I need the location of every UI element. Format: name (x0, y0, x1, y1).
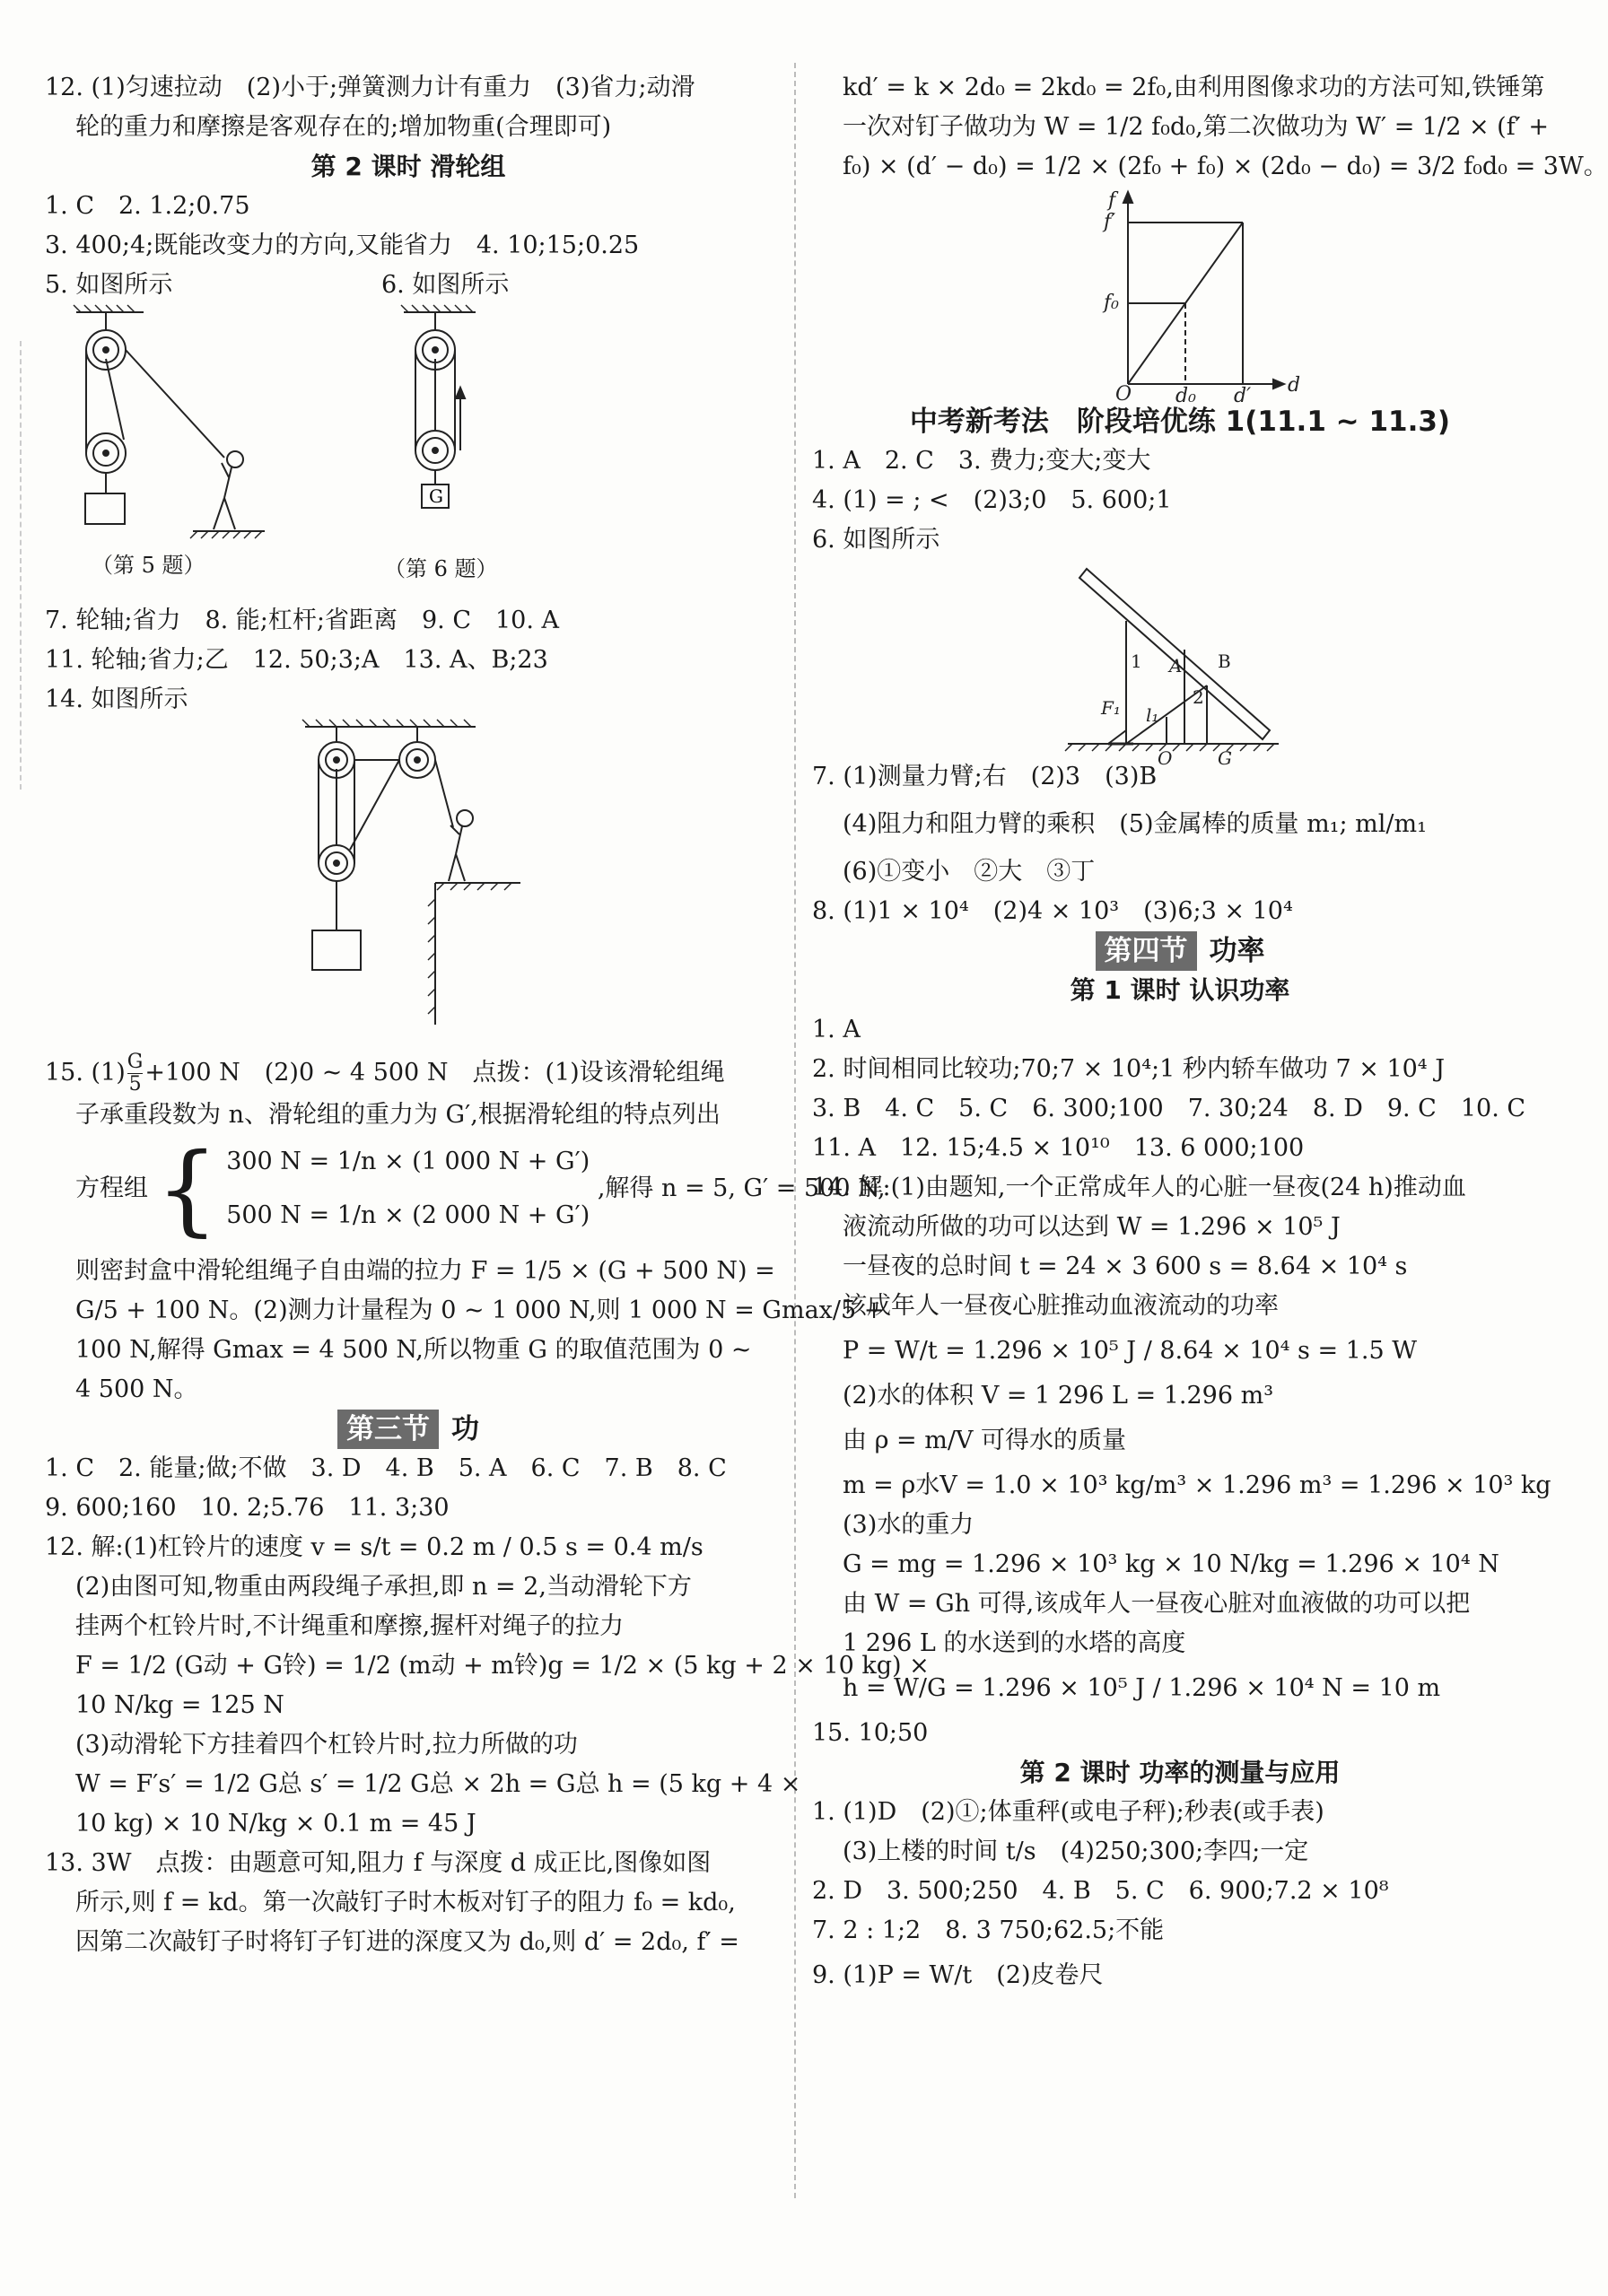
answer-13-cont-l2: 一次对钉子做功为 W = 1/2 f₀d₀,第二次做功为 W′ = 1/2 × (f′ + (843, 113, 1550, 141)
graph-d0: d₀ (1175, 385, 1196, 407)
graph-origin: O (1115, 383, 1132, 406)
power-answer-14-l7: 由 ρ = m/V 可得水的质量 (843, 1427, 1127, 1454)
power-answer-14-l3: 一昼夜的总时间 t = 24 × 3 600 s = 8.64 × 10⁴ s (843, 1253, 1408, 1280)
power-answer-14-l4: 该成年人一昼夜心脏推动血液流动的功率 (843, 1292, 1279, 1320)
section-3-heading: 第三节 功 (45, 1410, 772, 1449)
lesson-title-power: 第 1 课时 认识功率 (1070, 975, 1290, 1005)
measure-answers-2-6: 2. D 3. 500;250 4. B 5. C 6. 900;7.2 × 10⁸ (812, 1877, 1389, 1905)
answer-13-cont-l3: f₀) × (d′ − d₀) = 1/2 × (2f₀ + f₀) × (2d₀ − d₀) = 3/2 f₀d₀ = 3W。 (843, 153, 1608, 180)
graph-f-prime: f′ (1104, 211, 1116, 233)
answer-sec3-13-l2: 所示,则 f = kd。第一次敲钉子时木板对钉子的阻力 f₀ = kd₀, (75, 1889, 736, 1916)
answers-sec3-1-8: 1. C 2. 能量;做;不做 3. D 4. B 5. A 6. C 7. B 8. C (45, 1454, 727, 1482)
lever-label-a: A (1169, 655, 1183, 677)
answer-15-system: 方程组 { 300 N = 1/n × (1 000 N + G′) 500 N = 1/n × (2 000 N + G′) ,解得 n = 5, G′ = 500 N, (75, 1131, 886, 1246)
lever-label-2: 2 (1193, 686, 1204, 708)
answers-5-6 (45, 266, 772, 305)
power-answer-14-l11: 由 W = Gh 可得,该成年人一昼夜心脏对血液做的功可以把 (843, 1590, 1471, 1618)
answers-11-13: 11. 轮轴;省力;乙 12. 50;3;A 13. A、B;23 (45, 646, 548, 674)
stage-answer-7b: (4)阻力和阻力臂的乘积 (5)金属棒的质量 m₁; ml/m₁ (843, 810, 1427, 838)
answers-3-4: 3. 400;4;既能改变力的方向,又能省力 4. 10;15;0.25 (45, 231, 640, 259)
figures-5-6 (45, 305, 772, 601)
answers-1-2: 1. C 2. 1.2;0.75 (45, 192, 250, 220)
power-answer-14-l13: h = W/G = 1.296 × 10⁵ J / 1.296 × 10⁴ N = 10 m (843, 1674, 1441, 1702)
pulley-diagram-14 (45, 720, 772, 1052)
power-answer-14-l2: 液流动所做的功可以达到 W = 1.296 × 10⁵ J (843, 1213, 1341, 1241)
graph-f0: f₀ (1104, 292, 1119, 314)
section-4-heading: 第四节 功率 (812, 931, 1548, 971)
fraction-g-over-5: $\frac{G}{5}$ (127, 1051, 144, 1096)
answer-15-line1: 15. (1) $\frac{G}{5}$ +100 N (2)0 ~ 4 500 N 点拨：(1)设该滑轮组绳 (45, 1051, 725, 1096)
caption-fig5: （第 5 题） (92, 553, 205, 578)
answer-sec3-12-l7: W = F′s′ = 1/2 G总 s′ = 1/2 G总 × 2h = G总 h = (5 kg + 4 × (75, 1770, 801, 1798)
answer-sec3-12-l3: 挂两个杠铃片时,不计绳重和摩擦,握杆对绳子的拉力 (75, 1612, 625, 1640)
stage-answer-7a: 7. (1)测量力臂;右 (2)3 (3)B (812, 763, 1158, 790)
answer-5: 5. 如图所示 (45, 271, 173, 299)
graph-y-label: f (1108, 189, 1116, 212)
answer-sec3-12-l8: 10 kg) × 10 N/kg × 0.1 m = 45 J (75, 1810, 476, 1838)
margin-dash-line (20, 341, 22, 790)
power-answer-14-l6: (2)水的体积 V = 1 296 L = 1.296 m³ (843, 1382, 1274, 1410)
stage-answer-8: 8. (1)1 × 10⁴ (2)4 × 10³ (3)6;3 × 10⁴ (812, 897, 1293, 925)
answer-sec3-12-l4: F = 1/2 (G动 + G铃) = 1/2 (m动 + m铃)g = 1/2 × (5 kg + 2 × 10 kg) × (75, 1652, 930, 1680)
power-answer-14-l12: 1 296 L 的水送到的水塔的高度 (843, 1629, 1186, 1657)
force-depth-graph (812, 187, 1548, 407)
answer-15-line5: G/5 + 100 N。(2)测力计量程为 0 ~ 1 000 N,则 1 000 N = Gmax/5 + (75, 1296, 885, 1324)
answers-7-10: 7. 轮轴;省力 8. 能;杠杆;省距离 9. C 10. A (45, 607, 559, 634)
graph-x-label: d (1288, 374, 1301, 397)
lever-label-1: 1 (1131, 650, 1142, 672)
lever-label-g: G (1218, 747, 1232, 769)
lever-diagram (812, 560, 1548, 769)
answer-sec3-12-l1: 12. 解:(1)杠铃片的速度 v = s/t = 0.2 m / 0.5 s = 0.4 m/s (45, 1533, 704, 1561)
power-answer-14-l9: (3)水的重力 (843, 1511, 974, 1539)
measure-answer-1a: 1. (1)D (2)①;体重秤(或电子秤);秒表(或手表) (812, 1798, 1324, 1826)
measure-answer-9: 9. (1)P = W/t (2)皮卷尺 (812, 1961, 1104, 1989)
measure-answers-7-8: 7. 2 : 1;2 8. 3 750;62.5;不能 (812, 1916, 1165, 1944)
power-answers-3-10: 3. B 4. C 5. C 6. 300;100 7. 30;24 8. D 9. C 10. C (812, 1095, 1526, 1122)
measure-answer-1b: (3)上楼的时间 t/s (4)250;300;李四;一定 (843, 1838, 1309, 1865)
stage-answer-6: 6. 如图所示 (812, 526, 940, 554)
stage-answers-1-3: 1. A 2. C 3. 费力;变大;变大 (812, 447, 1151, 475)
brace-symbol: { (155, 1131, 219, 1246)
lever-label-l1: l₁ (1146, 704, 1159, 726)
answer-sec3-12-l2: (2)由图可知,物重由两段绳子承担,即 n = 2,当动滑轮下方 (75, 1573, 692, 1601)
right-column (812, 68, 1608, 2001)
answer-sec3-12-l5: 10 N/kg = 125 N (75, 1691, 284, 1719)
fig6-g-label: G (429, 485, 443, 507)
answers-sec3-9-11: 9. 600;160 10. 2;5.76 11. 3;30 (45, 1494, 450, 1522)
stage-practice-heading: 中考新考法 阶段培优练 1(11.1 ~ 11.3) (909, 406, 1451, 438)
power-answer-14-l8: m = ρ水V = 1.0 × 10³ kg/m³ × 1.296 m³ = 1.296 × 10³ kg (843, 1471, 1551, 1499)
answer-sec3-12-l6: (3)动滑轮下方挂着四个杠铃片时,拉力所做的功 (75, 1731, 578, 1759)
power-answer-15: 15. 10;50 (812, 1719, 929, 1747)
stage-answers-4-5: 4. (1) = ; < (2)3;0 5. 600;1 (812, 486, 1172, 514)
power-answer-1: 1. A (812, 1016, 861, 1043)
power-answer-14-l10: G = mg = 1.296 × 10³ kg × 10 N/kg = 1.296 × 10⁴ N (843, 1550, 1499, 1578)
power-answers-11-13: 11. A 12. 15;4.5 × 10¹⁰ 13. 6 000;100 (812, 1134, 1305, 1162)
column-divider (794, 63, 796, 2198)
answer-15-line4: 则密封盒中滑轮组绳子自由端的拉力 F = 1/5 × (G + 500 N) = (75, 1257, 775, 1285)
power-answer-2: 2. 时间相同比较功;70;7 × 10⁴;1 秒内轿车做功 7 × 10⁴ J (812, 1055, 1446, 1083)
stage-answer-7c: (6)①变小 ②大 ③丁 (843, 858, 1096, 886)
answer-14: 14. 如图所示 (45, 685, 188, 713)
equation-system: 300 N = 1/n × (1 000 N + G′) 500 N = 1/n × (2 000 N + G′) (226, 1148, 590, 1229)
answer-6: 6. 如图所示 (381, 271, 510, 299)
lever-label-o: O (1158, 747, 1173, 769)
answer-15-line7: 4 500 N。 (75, 1375, 198, 1403)
answer-15-line2: 子承重段数为 n、滑轮组的重力为 G′,根据滑轮组的特点列出 (75, 1101, 721, 1129)
answer-15-line6: 100 N,解得 Gmax = 4 500 N,所以物重 G 的取值范围为 0 ~ (75, 1336, 752, 1364)
lesson-title-power-measure: 第 2 课时 功率的测量与应用 (1019, 1758, 1341, 1787)
lesson-title-pulley-block: 第 2 课时 滑轮组 (310, 152, 506, 181)
answer-sec3-13-l3: 因第二次敲钉子时将钉子钉进的深度又为 d₀,则 d′ = 2d₀, f′ = (75, 1928, 739, 1956)
power-answer-14-l1: 14. 解:(1)由题知,一个正常成年人的心脏一昼夜(24 h)推动血 (812, 1174, 1466, 1201)
answer-12-cont: 轮的重力和摩擦是客观存在的;增加物重(合理即可) (75, 113, 612, 141)
lever-label-f1: F₁ (1101, 697, 1121, 719)
lever-label-b: B (1218, 650, 1231, 672)
graph-d-prime: d′ (1234, 385, 1252, 407)
answer-13-cont-l1: kd′ = k × 2d₀ = 2kd₀ = 2f₀,由利用图像求功的方法可知,铁锤第 (843, 74, 1545, 101)
answer-sec3-13-l1: 13. 3W 点拨：由题意可知,阻力 f 与深度 d 成正比,图像如图 (45, 1849, 712, 1877)
answer-12: 12. (1)匀速拉动 (2)小于;弹簧测力计有重力 (3)省力;动滑 (45, 74, 695, 101)
caption-fig6: （第 6 题） (384, 556, 498, 581)
power-answer-14-l5: P = W/t = 1.296 × 10⁵ J / 8.64 × 10⁴ s = 1.5 W (843, 1337, 1417, 1365)
